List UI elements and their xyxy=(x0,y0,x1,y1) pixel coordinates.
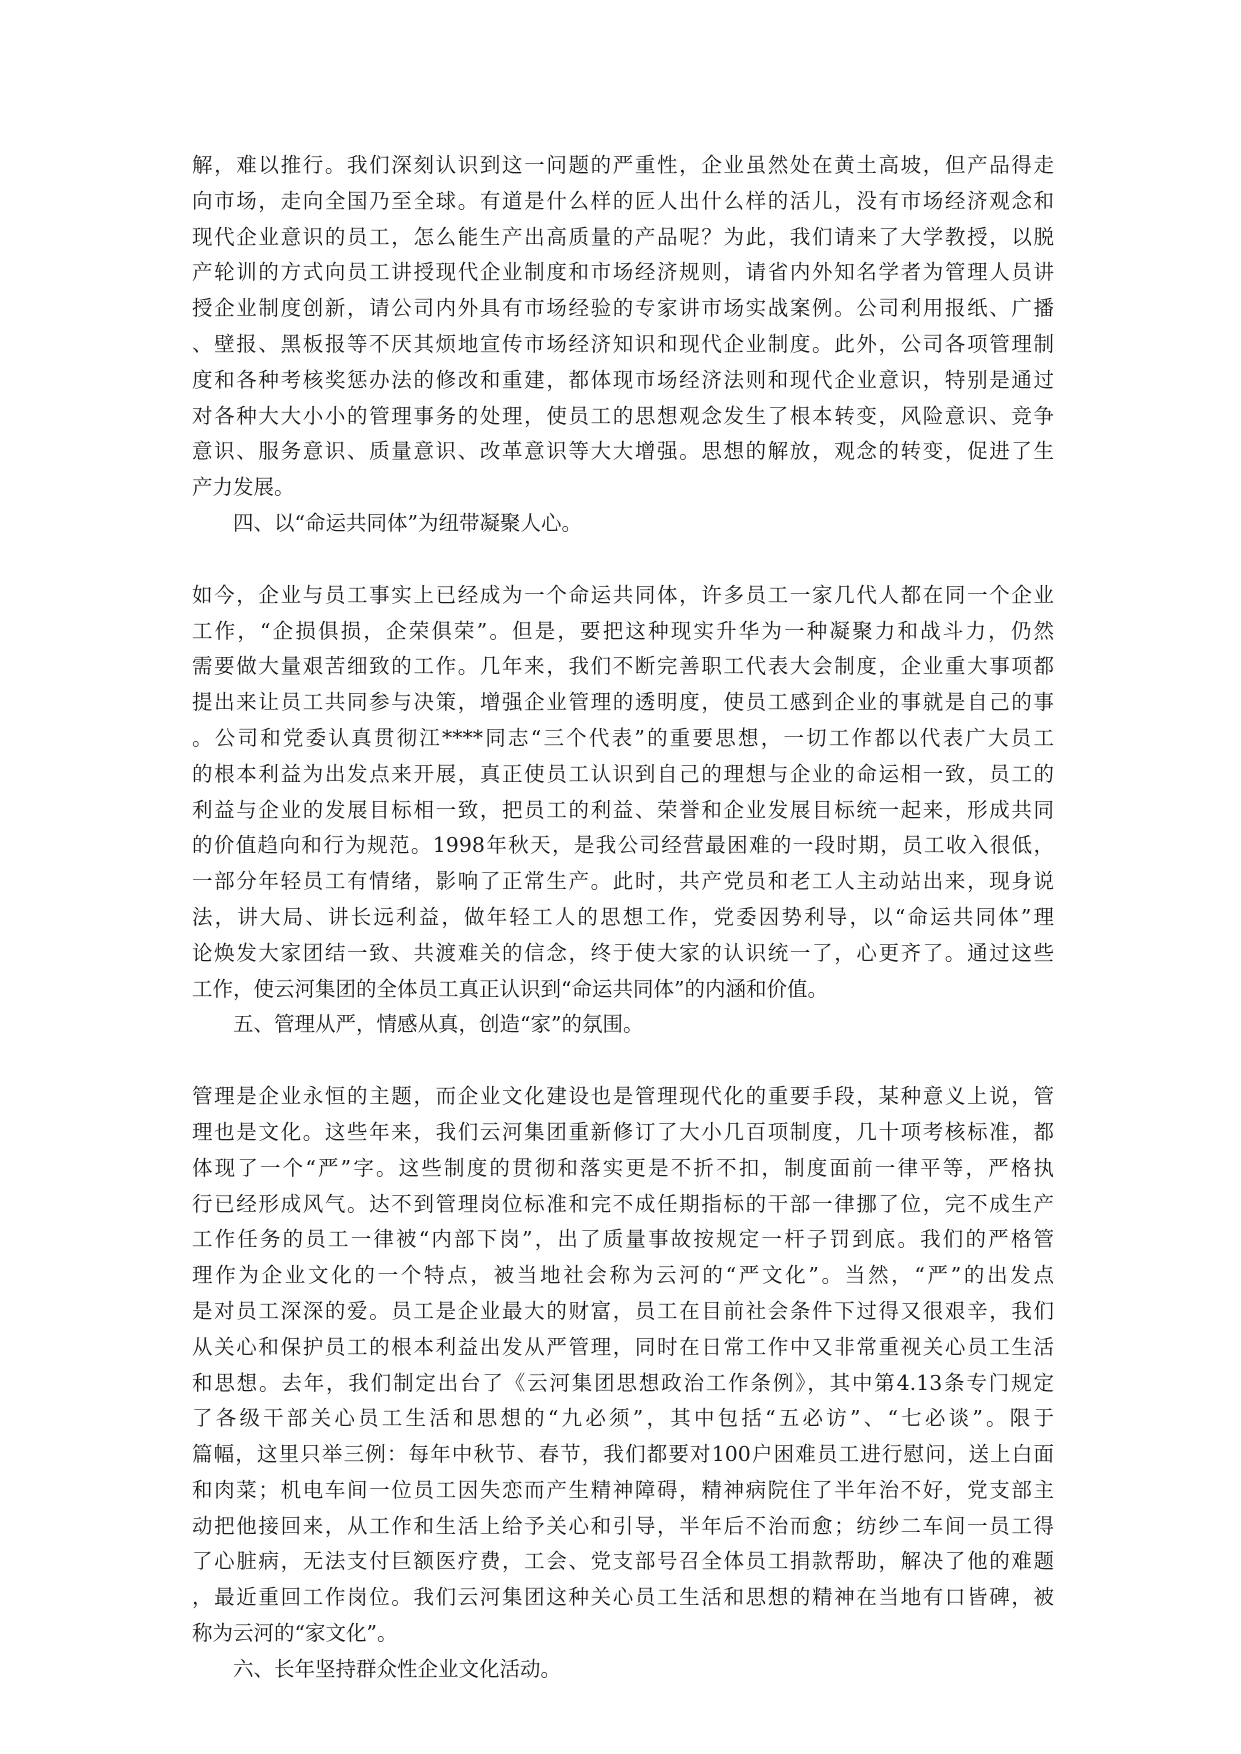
text-line: 度和各种考核奖惩办法的修改和重建，都体现市场经济法则和现代企业意识，特别是通过 xyxy=(192,367,1054,392)
text-line: 的价值趋向和行为规范。1998年秋天，是我公司经营最困难的一段时期，员工收入很低， xyxy=(192,833,1054,858)
text-line: 产力发展。 xyxy=(192,475,295,500)
text-line: 论焕发大家团结一致、共渡难关的信念，终于使大家的认识统一了，心更齐了。通过这些 xyxy=(192,940,1054,965)
text-line: 。公司和党委认真贯彻江****同志“三个代表”的重要思想，一切工作都以代表广大员工 xyxy=(192,725,1054,750)
text-line: 动把他接回来，从工作和生活上给予关心和引导，半年后不治而愈；纺纱二车间一员工得 xyxy=(192,1513,1054,1538)
text-line: 工作任务的员工一律被“内部下岗”，出了质量事故按规定一杆子罚到底。我们的严格管 xyxy=(192,1227,1054,1252)
section-heading-5: 五、管理从严，情感从真，创造“家”的氛围。 xyxy=(233,1012,644,1037)
text-line: 和肉菜；机电车间一位员工因失恋而产生精神障碍，精神病院住了半年治不好，党支部主 xyxy=(192,1477,1054,1502)
text-line: 授企业制度创新，请公司内外具有市场经验的专家讲市场实战案例。公司利用报纸、广播 xyxy=(192,296,1054,321)
paragraph-gap xyxy=(192,542,1054,578)
text-line: 理作为企业文化的一个特点，被当地社会称为云河的“严文化”。当然，“严”的出发点 xyxy=(192,1263,1054,1288)
text-line: 行已经形成风气。达不到管理岗位标准和完不成任期指标的干部一律挪了位，完不成生产 xyxy=(192,1191,1054,1216)
text-line: 需要做大量艰苦细致的工作。几年来，我们不断完善职工代表大会制度，企业重大事项都 xyxy=(192,654,1054,679)
text-line: 体现了一个“严”字。这些制度的贯彻和落实更是不折不扣，制度面前一律平等，严格执 xyxy=(192,1155,1054,1180)
text-line: ，最近重回工作岗位。我们云河集团这种关心员工生活和思想的精神在当地有口皆碑，被 xyxy=(192,1585,1054,1610)
text-line: 对各种大大小小的管理事务的处理，使员工的思想观念发生了根本转变，风险意识、竞争 xyxy=(192,403,1054,428)
text-line: 如今，企业与员工事实上已经成为一个命运共同体，许多员工一家几代人都在同一个企业 xyxy=(192,582,1054,607)
text-line: 了心脏病，无法支付巨额医疗费，工会、党支部号召全体员工捐款帮助，解决了他的难题 xyxy=(192,1549,1054,1574)
text-line: 管理是企业永恒的主题，而企业文化建设也是管理现代化的重要手段，某种意义上说，管 xyxy=(192,1084,1054,1109)
text-line: 和思想。去年，我们制定出台了《云河集团思想政治工作条例》，其中第4.13条专门规定 xyxy=(192,1370,1054,1395)
paragraph-gap xyxy=(192,1043,1054,1079)
text-line: 现代企业意识的员工，怎么能生产出高质量的产品呢？为此，我们请来了大学教授，以脱 xyxy=(192,224,1054,249)
text-line: 理也是文化。这些年来，我们云河集团重新修订了大小几百项制度，几十项考核标准，都 xyxy=(192,1119,1054,1144)
text-line: 了各级干部关心员工生活和思想的“九必须”，其中包括“五必访”、“七必谈”。限于 xyxy=(192,1406,1054,1431)
text-line: 工作，“企损俱损，企荣俱荣”。但是，要把这种现实升华为一种凝聚力和战斗力，仍然 xyxy=(192,618,1054,643)
text-line: 篇幅，这里只举三例：每年中秋节、春节，我们都要对100户困难员工进行慰问，送上白面 xyxy=(192,1442,1054,1467)
text-line: 一部分年轻员工有情绪，影响了正常生产。此时，共产党员和老工人主动站出来，现身说 xyxy=(192,869,1054,894)
text-line: 利益与企业的发展目标相一致，把员工的利益、荣誉和企业发展目标统一起来，形成共同 xyxy=(192,797,1054,822)
paragraph-section-3 xyxy=(192,148,1054,506)
paragraph-section-4 xyxy=(192,578,1054,1008)
text-line: 向市场，走向全国乃至全球。有道是什么样的匠人出什么样的活儿，没有市场经济观念和 xyxy=(192,188,1054,213)
section-heading-6: 六、长年坚持群众性企业文化活动。 xyxy=(233,1656,561,1681)
text-line: 解，难以推行。我们深刻认识到这一问题的严重性，企业虽然处在黄土高坡，但产品得走 xyxy=(192,153,1054,177)
paragraph-section-5 xyxy=(192,1079,1054,1652)
text-line: 是对员工深深的爱。员工是企业最大的财富，员工在目前社会条件下过得又很艰辛，我们 xyxy=(192,1298,1054,1323)
text-line: 、壁报、黑板报等不厌其烦地宣传市场经济知识和现代企业制度。此外，公司各项管理制 xyxy=(192,331,1054,356)
section-heading-4: 四、以“命运共同体”为纽带凝聚人心。 xyxy=(233,510,582,535)
text-line: 工作，使云河集团的全体员工真正认识到“命运共同体”的内涵和价值。 xyxy=(192,976,828,1001)
text-line: 提出来让员工共同参与决策，增强企业管理的透明度，使员工感到企业的事就是自己的事 xyxy=(192,690,1054,715)
document-body xyxy=(192,148,1054,1688)
text-line: 意识、服务意识、质量意识、改革意识等大大增强。思想的解放，观念的转变，促进了生 xyxy=(192,439,1054,464)
text-line: 的根本利益为出发点来开展，真正使员工认识到自己的理想与企业的命运相一致，员工的 xyxy=(192,761,1054,786)
text-line: 从关心和保护员工的根本利益出发从严管理，同时在日常工作中又非常重视关心员工生活 xyxy=(192,1334,1054,1359)
text-line: 法，讲大局、讲长远利益，做年轻工人的思想工作，党委因势利导，以“命运共同体”理 xyxy=(192,904,1054,929)
text-line: 产轮训的方式向员工讲授现代企业制度和市场经济规则，请省内外知名学者为管理人员讲 xyxy=(192,260,1054,285)
text-line: 称为云河的“家文化”。 xyxy=(192,1621,398,1646)
